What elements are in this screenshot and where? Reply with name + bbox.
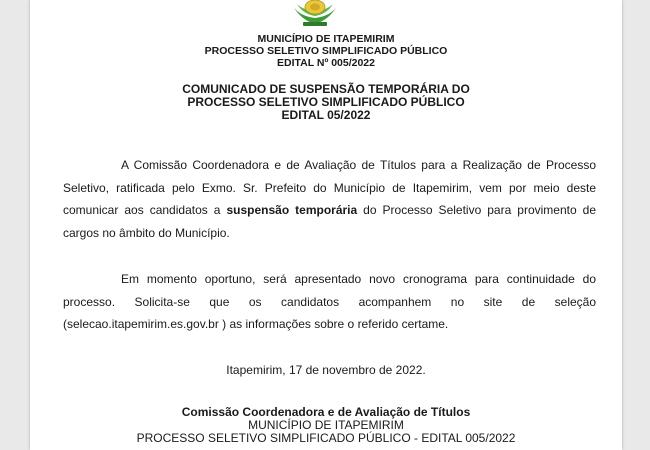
- paragraph-1-text-start: A Comissão Coordenadora e de Avaliação de Títulos para a Realização de Processo Seletivo, ratificada pelo Exmo. Sr. Prefeito do Município de Itapemirim, vem por meio deste comunicar aos candidatos a: [63, 158, 596, 217]
- paragraph-new-schedule: [63, 268, 596, 336]
- header-edital: EDITAL Nº 005/2022: [277, 57, 375, 69]
- document-title-line-3: EDITAL 05/2022: [281, 108, 371, 122]
- paragraph-2-text: Em momento oportuno, será apresentado novo cronograma para continuidade do processo. Solicita-se que os candidatos acompanhem no site de seleção (selecao.itapemirim.es.gov.br ) as informações sobre o referido certame.: [63, 272, 596, 331]
- document-title-line-2: PROCESSO SELETIVO SIMPLIFICADO PÚBLICO: [187, 95, 465, 109]
- document-page: [30, 0, 622, 450]
- paragraph-suspension-notice: [63, 154, 596, 244]
- municipal-crest-icon: [289, 0, 341, 28]
- signature-municipality: MUNICÍPIO DE ITAPEMIRIM: [248, 418, 404, 432]
- signature-committee: Comissão Coordenadora e de Avaliação de Títulos: [181, 405, 471, 419]
- document-date: Itapemirim, 17 de novembro de 2022.: [226, 363, 426, 377]
- header-municipality: MUNICÍPIO DE ITAPEMIRIM: [257, 33, 395, 45]
- signature-process: PROCESSO SELETIVO SIMPLIFICADO PÚBLICO - EDITAL 005/2022: [136, 431, 516, 445]
- document-title-line-1: COMUNICADO DE SUSPENSÃO TEMPORÁRIA DO: [182, 82, 470, 96]
- paragraph-1-text-end: do Processo Seletivo para provimento de cargos no âmbito do Município.: [63, 203, 596, 240]
- paragraph-1-bold-text: suspensão temporária: [226, 203, 358, 217]
- header-process: PROCESSO SELETIVO SIMPLIFICADO PÚBLICO: [204, 45, 448, 57]
